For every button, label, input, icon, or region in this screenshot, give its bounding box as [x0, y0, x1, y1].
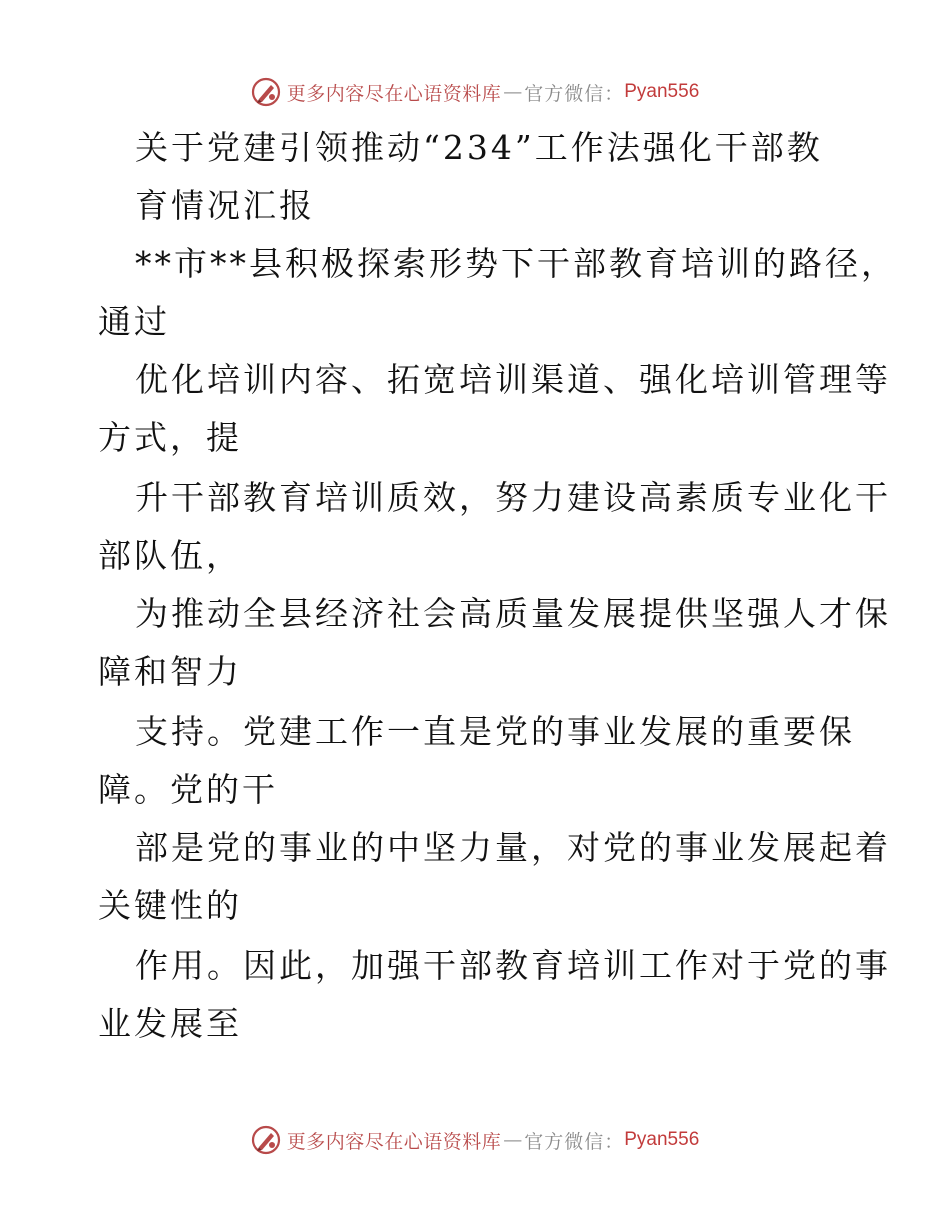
paragraph-line: 支持。党建工作一直是党的事业发展的重要保	[135, 712, 855, 751]
quill-pen-logo-icon	[251, 77, 281, 107]
document-title-line-1: 关于党建引领推动“234”工作法强化干部教	[135, 128, 823, 167]
paragraph-line: 障。党的干	[98, 770, 278, 809]
header-banner	[0, 72, 950, 112]
footer-banner	[0, 1120, 950, 1160]
wechat-id: Pyan556	[624, 1129, 700, 1150]
quill-pen-logo-icon	[251, 1125, 281, 1155]
site-name: 更多内容尽在心语资料库	[286, 82, 502, 105]
paragraph-line: 障和智力	[98, 652, 242, 691]
paragraph-line: 关键性的	[98, 886, 242, 925]
site-name: 更多内容尽在心语资料库	[286, 1130, 502, 1153]
paragraph-line: 部是党的事业的中坚力量，对党的事业发展起着	[135, 828, 891, 867]
paragraph-line: 业发展至	[98, 1004, 242, 1043]
paragraph-line: 部队伍，	[98, 536, 242, 575]
paragraph-line: 优化培训内容、拓宽培训渠道、强化培训管理等	[135, 360, 891, 399]
separator-dash: —	[503, 81, 523, 103]
wechat-label: 官方微信：	[524, 82, 625, 105]
paragraph-line: 为推动全县经济社会高质量发展提供坚强人才保	[135, 594, 891, 633]
wechat-id: Pyan556	[624, 81, 700, 102]
document-title-line-2: 育情况汇报	[135, 186, 315, 225]
paragraph-line: 升干部教育培训质效，努力建设高素质专业化干	[135, 478, 891, 517]
wechat-label: 官方微信：	[524, 1130, 625, 1153]
separator-dash: —	[503, 1129, 523, 1151]
paragraph-line: 通过	[98, 302, 170, 341]
paragraph-line: 方式，提	[98, 418, 242, 457]
paragraph-line: **市**县积极探索形势下干部教育培训的路径，	[135, 244, 897, 283]
paragraph-line: 作用。因此，加强干部教育培训工作对于党的事	[135, 946, 891, 985]
